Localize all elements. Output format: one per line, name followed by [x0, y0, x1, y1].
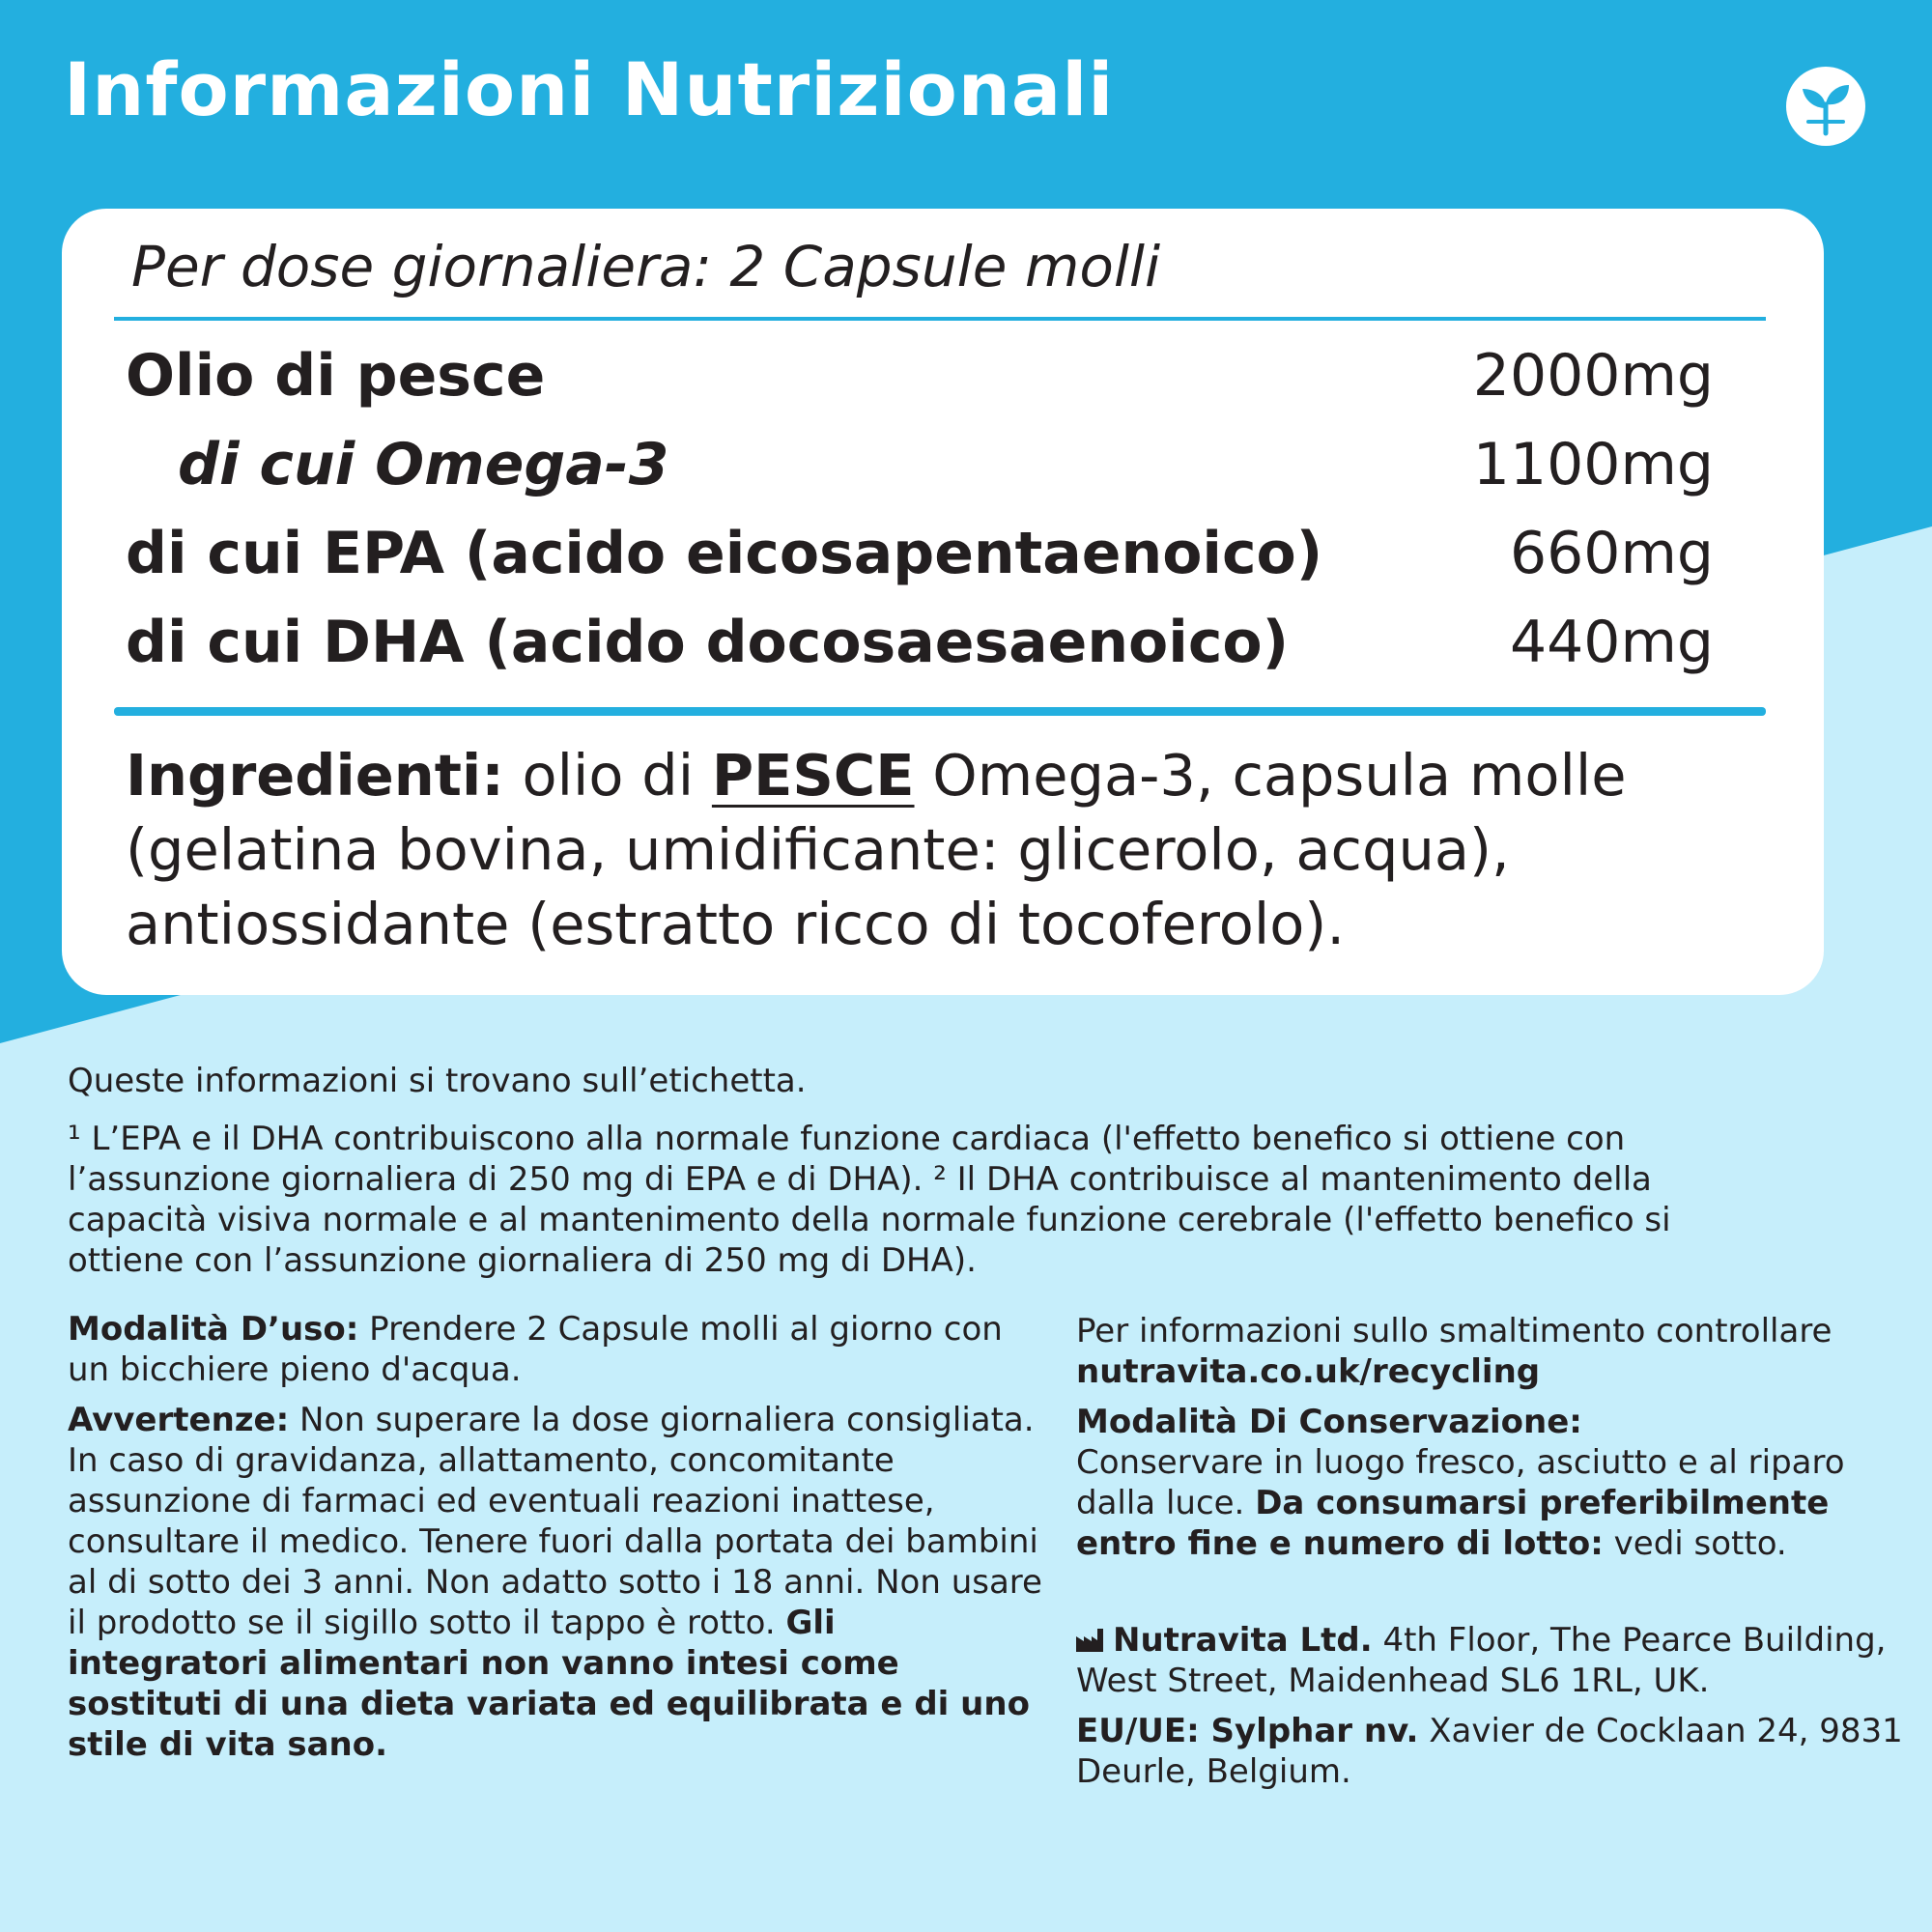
warnings-label: Avvertenze: — [68, 1401, 290, 1439]
page-title: Informazioni Nutrizionali — [64, 46, 1115, 132]
nutrient-amount: 440mg — [1509, 609, 1714, 676]
manufacturer-name: Nutravita Ltd. — [1113, 1621, 1373, 1660]
warnings-paragraph — [68, 1400, 1043, 1765]
warnings-text: Non superare la dose giornaliera consigliata. In caso di gravidanza, allattamento, concomitante assunzione di farmaci ed eventuali reazioni inattese, consultare il medico. Tenere fuori dalla portata dei bambini al di sotto dei 3 anni. Non adatto sotto i 18 anni. Non usare il prodotto se il sigillo sotto il tappo è rotto. — [68, 1401, 1042, 1642]
manufacturer-address: 4th Floor, The Pearce Building, West Street, Maidenhead SL6 1RL, UK. — [1076, 1621, 1887, 1700]
ingredients-part: Omega-3, capsula molle (gelatina bovina, umidificante: glicerolo, acqua), antiossidante (estratto ricco di tocoferolo). — [126, 742, 1627, 957]
storage-label: Modalità Di Conservazione: — [1076, 1403, 1582, 1441]
nutrition-row-epa — [126, 520, 1714, 597]
eu-rep-paragraph — [1076, 1711, 1917, 1792]
eu-rep-address: Xavier de Cocklaan 24, 9831 Deurle, Belgium. — [1076, 1712, 1903, 1791]
nutrient-name: di cui EPA (acido eicosapentaenoico) — [126, 520, 1323, 587]
eu-rep-label: EU/UE: Sylphar nv. — [1076, 1712, 1419, 1750]
storage-text: Conservare in luogo fresco, asciutto e al riparo dalla luce. — [1076, 1443, 1845, 1522]
storage-paragraph — [1076, 1402, 1917, 1564]
nutrient-amount: 1100mg — [1472, 431, 1714, 498]
usage-warnings-column — [68, 1309, 1043, 1775]
health-claims: ¹ L’EPA e il DHA contribuiscono alla normale funzione cardiaca (l'effetto benefico si ottiene con l’assunzione giornaliera di 250 mg di EPA e di DHA). ² Il DHA contribuisce al mantenimento della capacità visiva normale e al mantenimento della normale funzione cerebrale (l'effetto benefico si ottiene con l’assunzione giornaliera di 250 mg di DHA). — [68, 1120, 1671, 1280]
manufacturer-paragraph — [1076, 1620, 1917, 1701]
nutrient-name: di cui DHA (acido docosaesaenoico) — [126, 609, 1290, 676]
dose-label: Per dose giornaliera: 2 Capsule molli — [131, 234, 1161, 299]
nutrient-amount: 2000mg — [1472, 342, 1714, 410]
warnings-bold-text: Gli integratori alimentari non vanno intesi come sostituti di una dieta variata ed equilibrata e di uno stile di vita sano. — [68, 1604, 1030, 1764]
ingredients-text — [126, 738, 1797, 961]
best-before-text: vedi sotto. — [1603, 1524, 1787, 1563]
usage-text: Prendere 2 Capsule molli al giorno con un bicchiere pieno d'acqua. — [68, 1310, 1003, 1389]
divider-thick — [114, 707, 1766, 716]
nutrient-amount: 660mg — [1509, 520, 1714, 587]
usage-paragraph — [68, 1309, 1043, 1390]
nutrition-card — [62, 209, 1824, 995]
label-info-note: Queste informazioni si trovano sull’etichetta. — [68, 1062, 807, 1100]
recycling-text: Per informazioni sullo smaltimento controllare — [1076, 1312, 1833, 1350]
spacer — [1076, 1574, 1917, 1620]
ingredients-label: Ingredienti: — [126, 742, 504, 809]
nutrient-name: di cui Omega-3 — [178, 431, 669, 498]
nutrient-name: Olio di pesce — [126, 342, 546, 410]
nutrition-row-dha — [126, 609, 1714, 686]
recycling-link[interactable]: nutravita.co.uk/recycling — [1076, 1352, 1541, 1391]
divider-thin — [114, 317, 1766, 321]
leaf-sprout-icon — [1785, 66, 1866, 147]
best-before-label: Da consumarsi preferibilmente entro fine e numero di lotto: — [1076, 1484, 1830, 1563]
ingredients-part: olio di — [503, 742, 712, 809]
storage-manufacturer-column — [1076, 1311, 1917, 1802]
nutrition-row-omega3 — [126, 431, 1714, 508]
recycling-paragraph — [1076, 1311, 1917, 1392]
factory-icon — [1076, 1629, 1105, 1652]
allergen-highlight: PESCE — [711, 742, 915, 809]
usage-label: Modalità D’uso: — [68, 1310, 359, 1349]
nutrition-row-fish-oil — [126, 342, 1714, 419]
